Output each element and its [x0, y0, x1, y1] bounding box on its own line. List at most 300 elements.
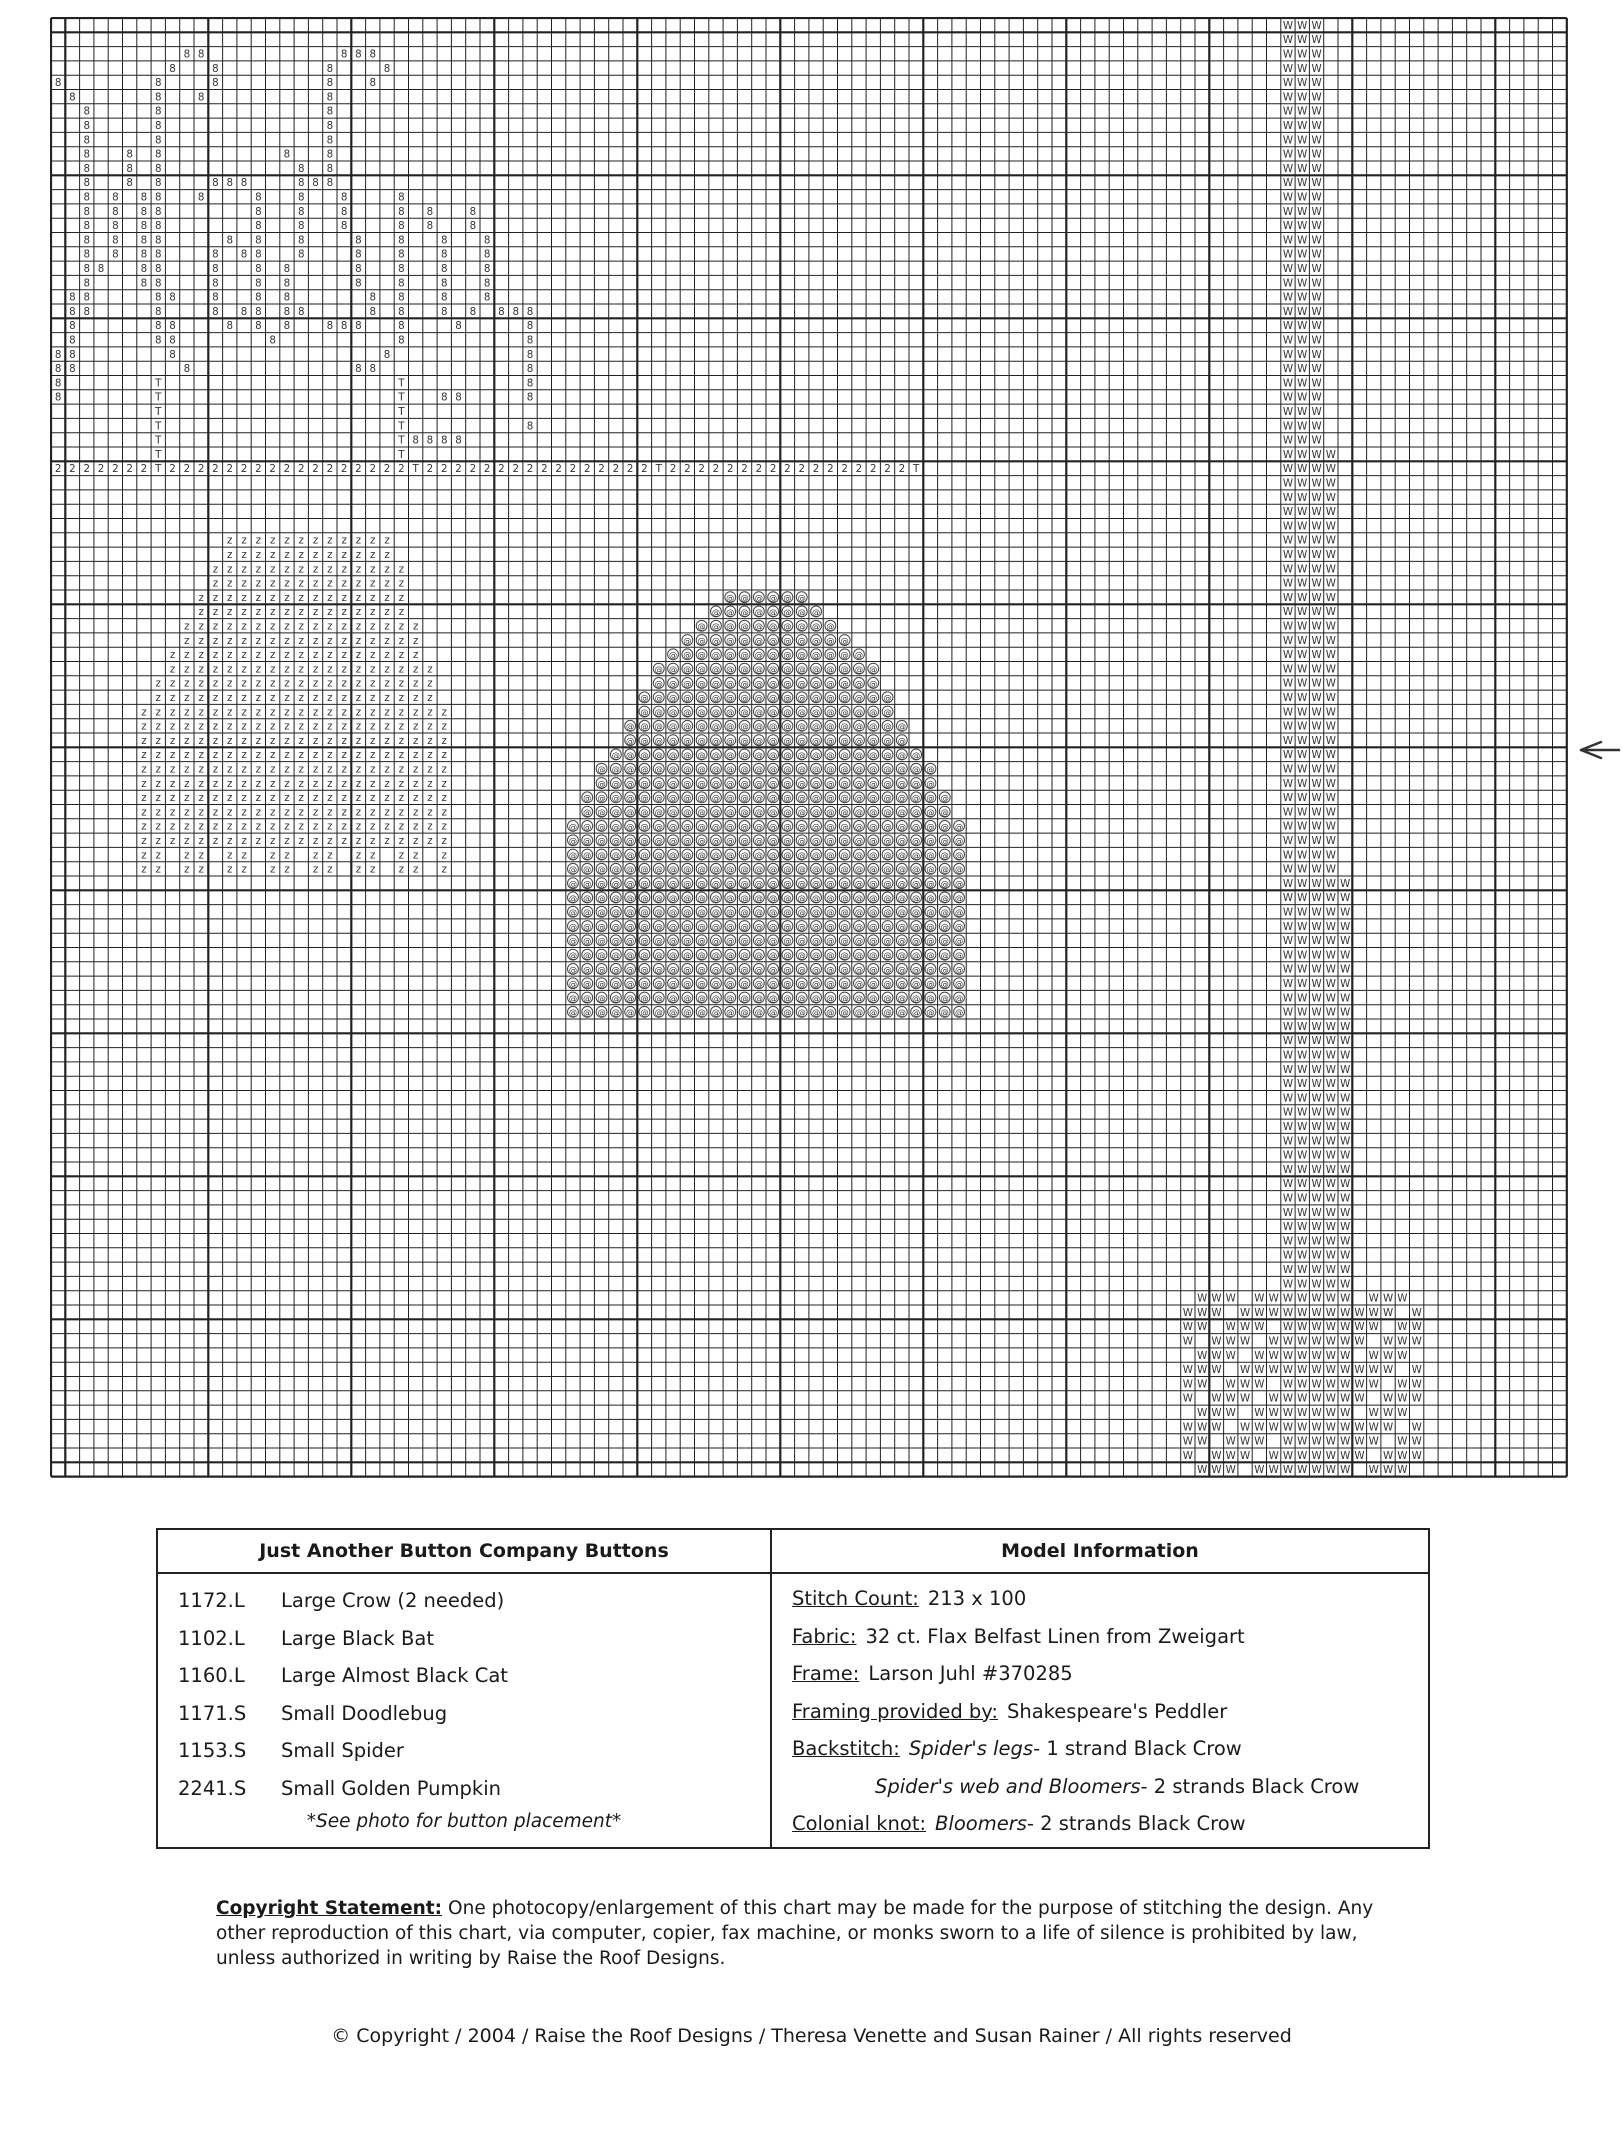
- svg-text:8: 8: [226, 320, 234, 333]
- svg-text:@: @: [797, 621, 806, 632]
- svg-text:@: @: [783, 835, 792, 846]
- colonial-knot-row: [792, 1805, 1428, 1843]
- svg-text:W: W: [1297, 320, 1308, 333]
- svg-text:8: 8: [154, 148, 162, 161]
- svg-text:@: @: [568, 964, 578, 975]
- svg-text:W: W: [1282, 935, 1294, 948]
- svg-text:8: 8: [398, 234, 405, 247]
- svg-text:@: @: [597, 878, 606, 889]
- svg-text:@: @: [940, 1007, 949, 1018]
- svg-text:@: @: [912, 907, 921, 918]
- svg-text:@: @: [754, 621, 763, 632]
- svg-text:W: W: [1311, 1421, 1322, 1434]
- svg-text:2: 2: [798, 463, 806, 476]
- svg-text:z: z: [169, 663, 176, 676]
- svg-text:z: z: [312, 563, 319, 576]
- svg-text:W: W: [1311, 220, 1322, 233]
- svg-text:@: @: [854, 807, 864, 818]
- svg-text:W: W: [1325, 777, 1336, 790]
- svg-text:W: W: [1340, 877, 1351, 890]
- svg-text:W: W: [1311, 1020, 1322, 1033]
- svg-text:2: 2: [69, 463, 76, 476]
- svg-text:@: @: [697, 950, 706, 961]
- svg-text:W: W: [1340, 1392, 1351, 1405]
- svg-text:@: @: [826, 835, 835, 846]
- svg-text:W: W: [1325, 634, 1336, 647]
- svg-text:@: @: [683, 678, 692, 689]
- svg-text:8: 8: [340, 205, 348, 218]
- svg-text:z: z: [355, 548, 362, 561]
- svg-text:8: 8: [69, 320, 76, 333]
- svg-text:2: 2: [212, 463, 219, 476]
- svg-text:@: @: [568, 835, 578, 846]
- svg-text:@: @: [740, 621, 749, 632]
- svg-text:W: W: [1368, 1306, 1379, 1319]
- svg-text:W: W: [1225, 1349, 1236, 1362]
- svg-text:8: 8: [483, 234, 491, 247]
- svg-text:@: @: [954, 978, 964, 989]
- svg-text:z: z: [341, 577, 347, 590]
- svg-text:z: z: [284, 677, 290, 690]
- svg-text:@: @: [869, 921, 878, 932]
- svg-text:z: z: [241, 634, 247, 647]
- svg-text:W: W: [1325, 1435, 1336, 1448]
- svg-text:z: z: [355, 706, 362, 719]
- svg-text:z: z: [155, 677, 161, 690]
- button-code: 1160.L: [178, 1664, 245, 1688]
- svg-text:W: W: [1311, 77, 1322, 90]
- svg-text:W: W: [1311, 548, 1322, 561]
- svg-text:@: @: [611, 878, 620, 889]
- svg-text:@: @: [668, 849, 678, 860]
- svg-text:W: W: [1182, 1306, 1193, 1319]
- svg-text:z: z: [398, 749, 405, 762]
- svg-text:z: z: [327, 606, 333, 619]
- svg-text:@: @: [797, 892, 806, 903]
- svg-text:@: @: [597, 821, 606, 832]
- svg-text:z: z: [298, 792, 304, 805]
- svg-text:W: W: [1282, 806, 1294, 819]
- svg-text:@: @: [568, 907, 578, 918]
- svg-text:@: @: [826, 907, 835, 918]
- svg-text:8: 8: [398, 220, 405, 233]
- svg-text:W: W: [1325, 1135, 1336, 1148]
- svg-text:@: @: [740, 950, 749, 961]
- svg-text:W: W: [1311, 162, 1322, 175]
- svg-text:@: @: [726, 950, 735, 961]
- svg-text:8: 8: [440, 234, 448, 247]
- svg-text:@: @: [926, 792, 935, 803]
- svg-text:@: @: [769, 692, 778, 703]
- svg-text:@: @: [754, 849, 763, 860]
- center-arrow-icon: [1577, 738, 1621, 766]
- svg-text:@: @: [711, 635, 721, 646]
- svg-text:@: @: [926, 878, 935, 889]
- svg-text:z: z: [398, 606, 405, 619]
- svg-text:8: 8: [526, 363, 534, 376]
- svg-text:@: @: [654, 778, 663, 789]
- svg-text:8: 8: [83, 205, 91, 218]
- svg-text:@: @: [726, 735, 735, 746]
- svg-text:@: @: [740, 706, 749, 717]
- svg-text:8: 8: [426, 220, 434, 233]
- svg-text:W: W: [1325, 734, 1336, 747]
- svg-text:W: W: [1297, 477, 1308, 490]
- svg-text:8: 8: [326, 62, 334, 75]
- svg-text:@: @: [654, 892, 663, 903]
- svg-text:@: @: [797, 778, 806, 789]
- svg-text:W: W: [1268, 1406, 1279, 1419]
- svg-text:@: @: [726, 678, 735, 689]
- svg-text:W: W: [1325, 1421, 1336, 1434]
- svg-text:@: @: [697, 706, 706, 717]
- svg-text:z: z: [241, 734, 247, 747]
- svg-text:@: @: [797, 907, 806, 918]
- svg-text:W: W: [1297, 949, 1308, 962]
- svg-text:@: @: [740, 606, 749, 617]
- svg-text:z: z: [355, 777, 362, 790]
- svg-text:z: z: [441, 849, 447, 862]
- svg-text:W: W: [1297, 291, 1308, 304]
- svg-text:W: W: [1282, 1292, 1294, 1305]
- svg-text:@: @: [769, 821, 778, 832]
- svg-text:W: W: [1297, 1221, 1308, 1234]
- svg-text:@: @: [668, 992, 678, 1003]
- svg-text:z: z: [398, 806, 405, 819]
- svg-text:W: W: [1325, 720, 1336, 733]
- svg-text:@: @: [811, 764, 821, 775]
- svg-text:2: 2: [684, 463, 691, 476]
- svg-text:@: @: [626, 992, 635, 1003]
- svg-text:W: W: [1397, 1449, 1408, 1462]
- svg-text:2: 2: [526, 463, 534, 476]
- svg-text:@: @: [769, 807, 778, 818]
- svg-text:8: 8: [154, 119, 162, 132]
- svg-text:@: @: [811, 892, 821, 903]
- svg-text:@: @: [754, 892, 763, 903]
- svg-text:@: @: [697, 621, 706, 632]
- svg-text:@: @: [654, 821, 663, 832]
- svg-text:@: @: [626, 978, 635, 989]
- svg-text:@: @: [711, 964, 721, 975]
- svg-text:@: @: [811, 649, 821, 660]
- svg-text:8: 8: [340, 191, 348, 204]
- svg-text:@: @: [897, 792, 906, 803]
- svg-text:z: z: [355, 806, 362, 819]
- svg-text:z: z: [227, 806, 233, 819]
- svg-text:W: W: [1411, 1449, 1422, 1462]
- svg-text:z: z: [141, 834, 147, 847]
- svg-text:z: z: [355, 563, 362, 576]
- svg-text:z: z: [384, 792, 390, 805]
- svg-text:@: @: [583, 992, 592, 1003]
- svg-text:@: @: [811, 635, 821, 646]
- svg-text:@: @: [683, 749, 692, 760]
- svg-text:W: W: [1311, 1406, 1322, 1419]
- svg-text:z: z: [227, 548, 233, 561]
- svg-text:8: 8: [398, 191, 405, 204]
- svg-text:W: W: [1297, 62, 1308, 75]
- svg-text:@: @: [726, 935, 735, 946]
- svg-text:z: z: [269, 820, 276, 833]
- svg-text:W: W: [1311, 1192, 1322, 1205]
- svg-text:@: @: [597, 964, 606, 975]
- svg-text:8: 8: [154, 248, 162, 261]
- svg-text:z: z: [341, 563, 347, 576]
- svg-text:W: W: [1297, 1135, 1308, 1148]
- svg-text:z: z: [312, 749, 319, 762]
- svg-text:z: z: [298, 834, 304, 847]
- svg-text:z: z: [284, 792, 290, 805]
- svg-text:W: W: [1340, 992, 1351, 1005]
- svg-text:@: @: [711, 721, 721, 732]
- svg-text:@: @: [597, 935, 606, 946]
- svg-text:@: @: [711, 649, 721, 660]
- svg-text:W: W: [1311, 1049, 1322, 1062]
- svg-text:@: @: [654, 678, 663, 689]
- svg-text:z: z: [298, 720, 304, 733]
- svg-text:z: z: [412, 806, 419, 819]
- svg-text:@: @: [954, 992, 964, 1003]
- svg-text:z: z: [298, 749, 304, 762]
- svg-text:2: 2: [383, 463, 391, 476]
- svg-text:@: @: [597, 950, 606, 961]
- backstitch-detail-1: - 1 strand Black Crow: [1033, 1737, 1242, 1761]
- svg-text:z: z: [398, 863, 405, 876]
- button-item: [178, 1770, 770, 1808]
- svg-text:z: z: [341, 749, 347, 762]
- svg-text:@: @: [668, 907, 678, 918]
- svg-text:z: z: [412, 691, 419, 704]
- svg-text:@: @: [640, 807, 649, 818]
- svg-text:@: @: [783, 878, 792, 889]
- svg-text:@: @: [726, 807, 735, 818]
- svg-text:@: @: [654, 849, 663, 860]
- svg-text:@: @: [811, 950, 821, 961]
- svg-text:z: z: [312, 620, 319, 633]
- svg-text:@: @: [711, 778, 721, 789]
- fabric-label: Fabric:: [792, 1624, 857, 1648]
- svg-text:@: @: [769, 721, 778, 732]
- svg-text:W: W: [1311, 935, 1322, 948]
- svg-text:z: z: [227, 706, 233, 719]
- svg-text:z: z: [384, 649, 390, 662]
- svg-text:@: @: [926, 1007, 935, 1018]
- svg-text:2: 2: [297, 463, 305, 476]
- svg-text:@: @: [811, 1007, 821, 1018]
- svg-text:W: W: [1382, 1421, 1394, 1434]
- svg-text:W: W: [1311, 34, 1322, 47]
- svg-text:@: @: [640, 907, 649, 918]
- svg-text:@: @: [740, 935, 749, 946]
- stitch-count-value: 213 x 100: [927, 1587, 1027, 1611]
- svg-text:W: W: [1354, 1392, 1365, 1405]
- svg-text:@: @: [668, 878, 678, 889]
- svg-text:W: W: [1297, 1006, 1308, 1019]
- svg-text:@: @: [854, 706, 864, 717]
- svg-text:@: @: [954, 950, 964, 961]
- svg-text:@: @: [668, 935, 678, 946]
- button-name: Small Doodlebug: [281, 1701, 448, 1725]
- svg-text:z: z: [341, 606, 347, 619]
- svg-text:W: W: [1340, 1120, 1351, 1133]
- svg-text:z: z: [184, 620, 190, 633]
- svg-text:@: @: [711, 978, 721, 989]
- svg-text:W: W: [1340, 1135, 1351, 1148]
- svg-text:z: z: [284, 620, 290, 633]
- svg-text:2: 2: [469, 463, 477, 476]
- svg-text:8: 8: [83, 248, 91, 261]
- svg-text:W: W: [1282, 920, 1294, 933]
- svg-text:@: @: [697, 849, 706, 860]
- svg-text:@: @: [854, 892, 864, 903]
- svg-text:@: @: [726, 864, 735, 875]
- svg-text:W: W: [1382, 1306, 1394, 1319]
- svg-text:z: z: [255, 749, 262, 762]
- svg-text:2: 2: [741, 463, 748, 476]
- svg-text:@: @: [726, 849, 735, 860]
- svg-text:z: z: [384, 534, 390, 547]
- svg-text:W: W: [1297, 420, 1308, 433]
- svg-text:W: W: [1211, 1306, 1222, 1319]
- svg-text:W: W: [1211, 1392, 1222, 1405]
- svg-text:@: @: [826, 678, 835, 689]
- svg-text:z: z: [341, 806, 347, 819]
- svg-text:z: z: [141, 806, 147, 819]
- svg-text:z: z: [255, 706, 262, 719]
- svg-text:W: W: [1282, 177, 1294, 190]
- svg-text:z: z: [327, 634, 333, 647]
- svg-text:@: @: [912, 807, 921, 818]
- svg-text:z: z: [255, 534, 262, 547]
- svg-text:z: z: [327, 749, 333, 762]
- svg-text:@: @: [897, 964, 906, 975]
- svg-text:W: W: [1297, 1049, 1308, 1062]
- framing-value: Shakespeare's Peddler: [1007, 1699, 1228, 1723]
- svg-text:@: @: [654, 921, 663, 932]
- svg-text:8: 8: [54, 77, 62, 90]
- svg-text:@: @: [826, 849, 835, 860]
- svg-text:W: W: [1311, 606, 1322, 619]
- svg-text:z: z: [327, 734, 333, 747]
- svg-text:W: W: [1354, 1321, 1365, 1334]
- svg-text:@: @: [740, 778, 749, 789]
- svg-text:W: W: [1311, 248, 1322, 261]
- svg-text:@: @: [654, 735, 663, 746]
- svg-text:@: @: [726, 921, 735, 932]
- svg-text:z: z: [284, 734, 290, 747]
- svg-text:2: 2: [769, 463, 777, 476]
- svg-text:@: @: [840, 778, 849, 789]
- svg-text:8: 8: [240, 248, 248, 261]
- svg-text:W: W: [1382, 1449, 1394, 1462]
- svg-text:@: @: [668, 950, 678, 961]
- svg-text:W: W: [1268, 1364, 1279, 1377]
- svg-text:@: @: [783, 735, 792, 746]
- svg-text:W: W: [1311, 877, 1322, 890]
- svg-text:z: z: [284, 749, 290, 762]
- svg-text:8: 8: [369, 363, 377, 376]
- svg-text:z: z: [384, 734, 390, 747]
- svg-text:@: @: [854, 735, 864, 746]
- svg-text:z: z: [227, 849, 233, 862]
- svg-text:@: @: [840, 807, 849, 818]
- svg-text:W: W: [1325, 1206, 1336, 1219]
- svg-text:@: @: [926, 849, 935, 860]
- svg-text:W: W: [1282, 1221, 1294, 1234]
- svg-text:W: W: [1268, 1392, 1279, 1405]
- svg-text:8: 8: [369, 305, 377, 318]
- svg-text:8: 8: [526, 420, 534, 433]
- svg-text:z: z: [284, 606, 290, 619]
- svg-text:@: @: [883, 835, 892, 846]
- svg-text:z: z: [198, 606, 204, 619]
- frame-value: Larson Juhl #370285: [868, 1662, 1073, 1686]
- svg-text:@: @: [697, 678, 706, 689]
- svg-text:@: @: [611, 935, 620, 946]
- svg-text:W: W: [1282, 363, 1294, 376]
- svg-text:@: @: [740, 649, 749, 660]
- svg-text:z: z: [441, 820, 447, 833]
- svg-text:W: W: [1239, 1449, 1251, 1462]
- svg-text:8: 8: [126, 148, 133, 161]
- svg-text:@: @: [783, 821, 792, 832]
- copyright-statement-text: One photocopy/enlargement of this chart may be made for the purpose of stitching the design. Any other reproduction of this chart, via computer, copier, fax machine, or monks sworn to a life of silence is prohibited by law, unless authorized in writing by Raise the Roof Designs.: [216, 1898, 1374, 1969]
- svg-text:W: W: [1297, 19, 1308, 32]
- svg-text:z: z: [370, 806, 376, 819]
- svg-text:W: W: [1182, 1421, 1193, 1434]
- svg-text:@: @: [640, 821, 649, 832]
- svg-text:@: @: [869, 1007, 878, 1018]
- svg-text:z: z: [169, 820, 176, 833]
- svg-text:W: W: [1282, 548, 1294, 561]
- svg-text:W: W: [1297, 377, 1308, 390]
- svg-text:W: W: [1340, 1221, 1351, 1234]
- svg-text:W: W: [1297, 1364, 1308, 1377]
- svg-text:W: W: [1325, 949, 1336, 962]
- button-list: [158, 1574, 770, 1832]
- svg-text:8: 8: [398, 277, 405, 290]
- svg-text:@: @: [769, 1007, 778, 1018]
- svg-text:z: z: [355, 763, 362, 776]
- svg-text:@: @: [626, 764, 635, 775]
- svg-text:z: z: [227, 606, 233, 619]
- svg-text:8: 8: [154, 277, 162, 290]
- svg-text:@: @: [783, 992, 792, 1003]
- svg-text:z: z: [327, 792, 333, 805]
- svg-text:z: z: [184, 691, 190, 704]
- svg-text:@: @: [740, 864, 749, 875]
- svg-text:2: 2: [112, 463, 119, 476]
- svg-text:8: 8: [255, 234, 262, 247]
- svg-text:@: @: [654, 950, 663, 961]
- svg-text:@: @: [654, 907, 663, 918]
- svg-text:@: @: [640, 935, 649, 946]
- svg-text:@: @: [668, 821, 678, 832]
- svg-text:z: z: [227, 577, 233, 590]
- svg-text:@: @: [797, 721, 806, 732]
- svg-text:@: @: [826, 778, 835, 789]
- svg-text:W: W: [1311, 1449, 1322, 1462]
- svg-text:@: @: [697, 1007, 706, 1018]
- svg-text:W: W: [1325, 649, 1336, 662]
- svg-text:@: @: [711, 878, 721, 889]
- svg-text:z: z: [341, 677, 347, 690]
- svg-text:@: @: [883, 792, 892, 803]
- backstitch-label: Backstitch:: [792, 1737, 900, 1761]
- svg-text:z: z: [384, 634, 390, 647]
- svg-text:W: W: [1297, 1192, 1308, 1205]
